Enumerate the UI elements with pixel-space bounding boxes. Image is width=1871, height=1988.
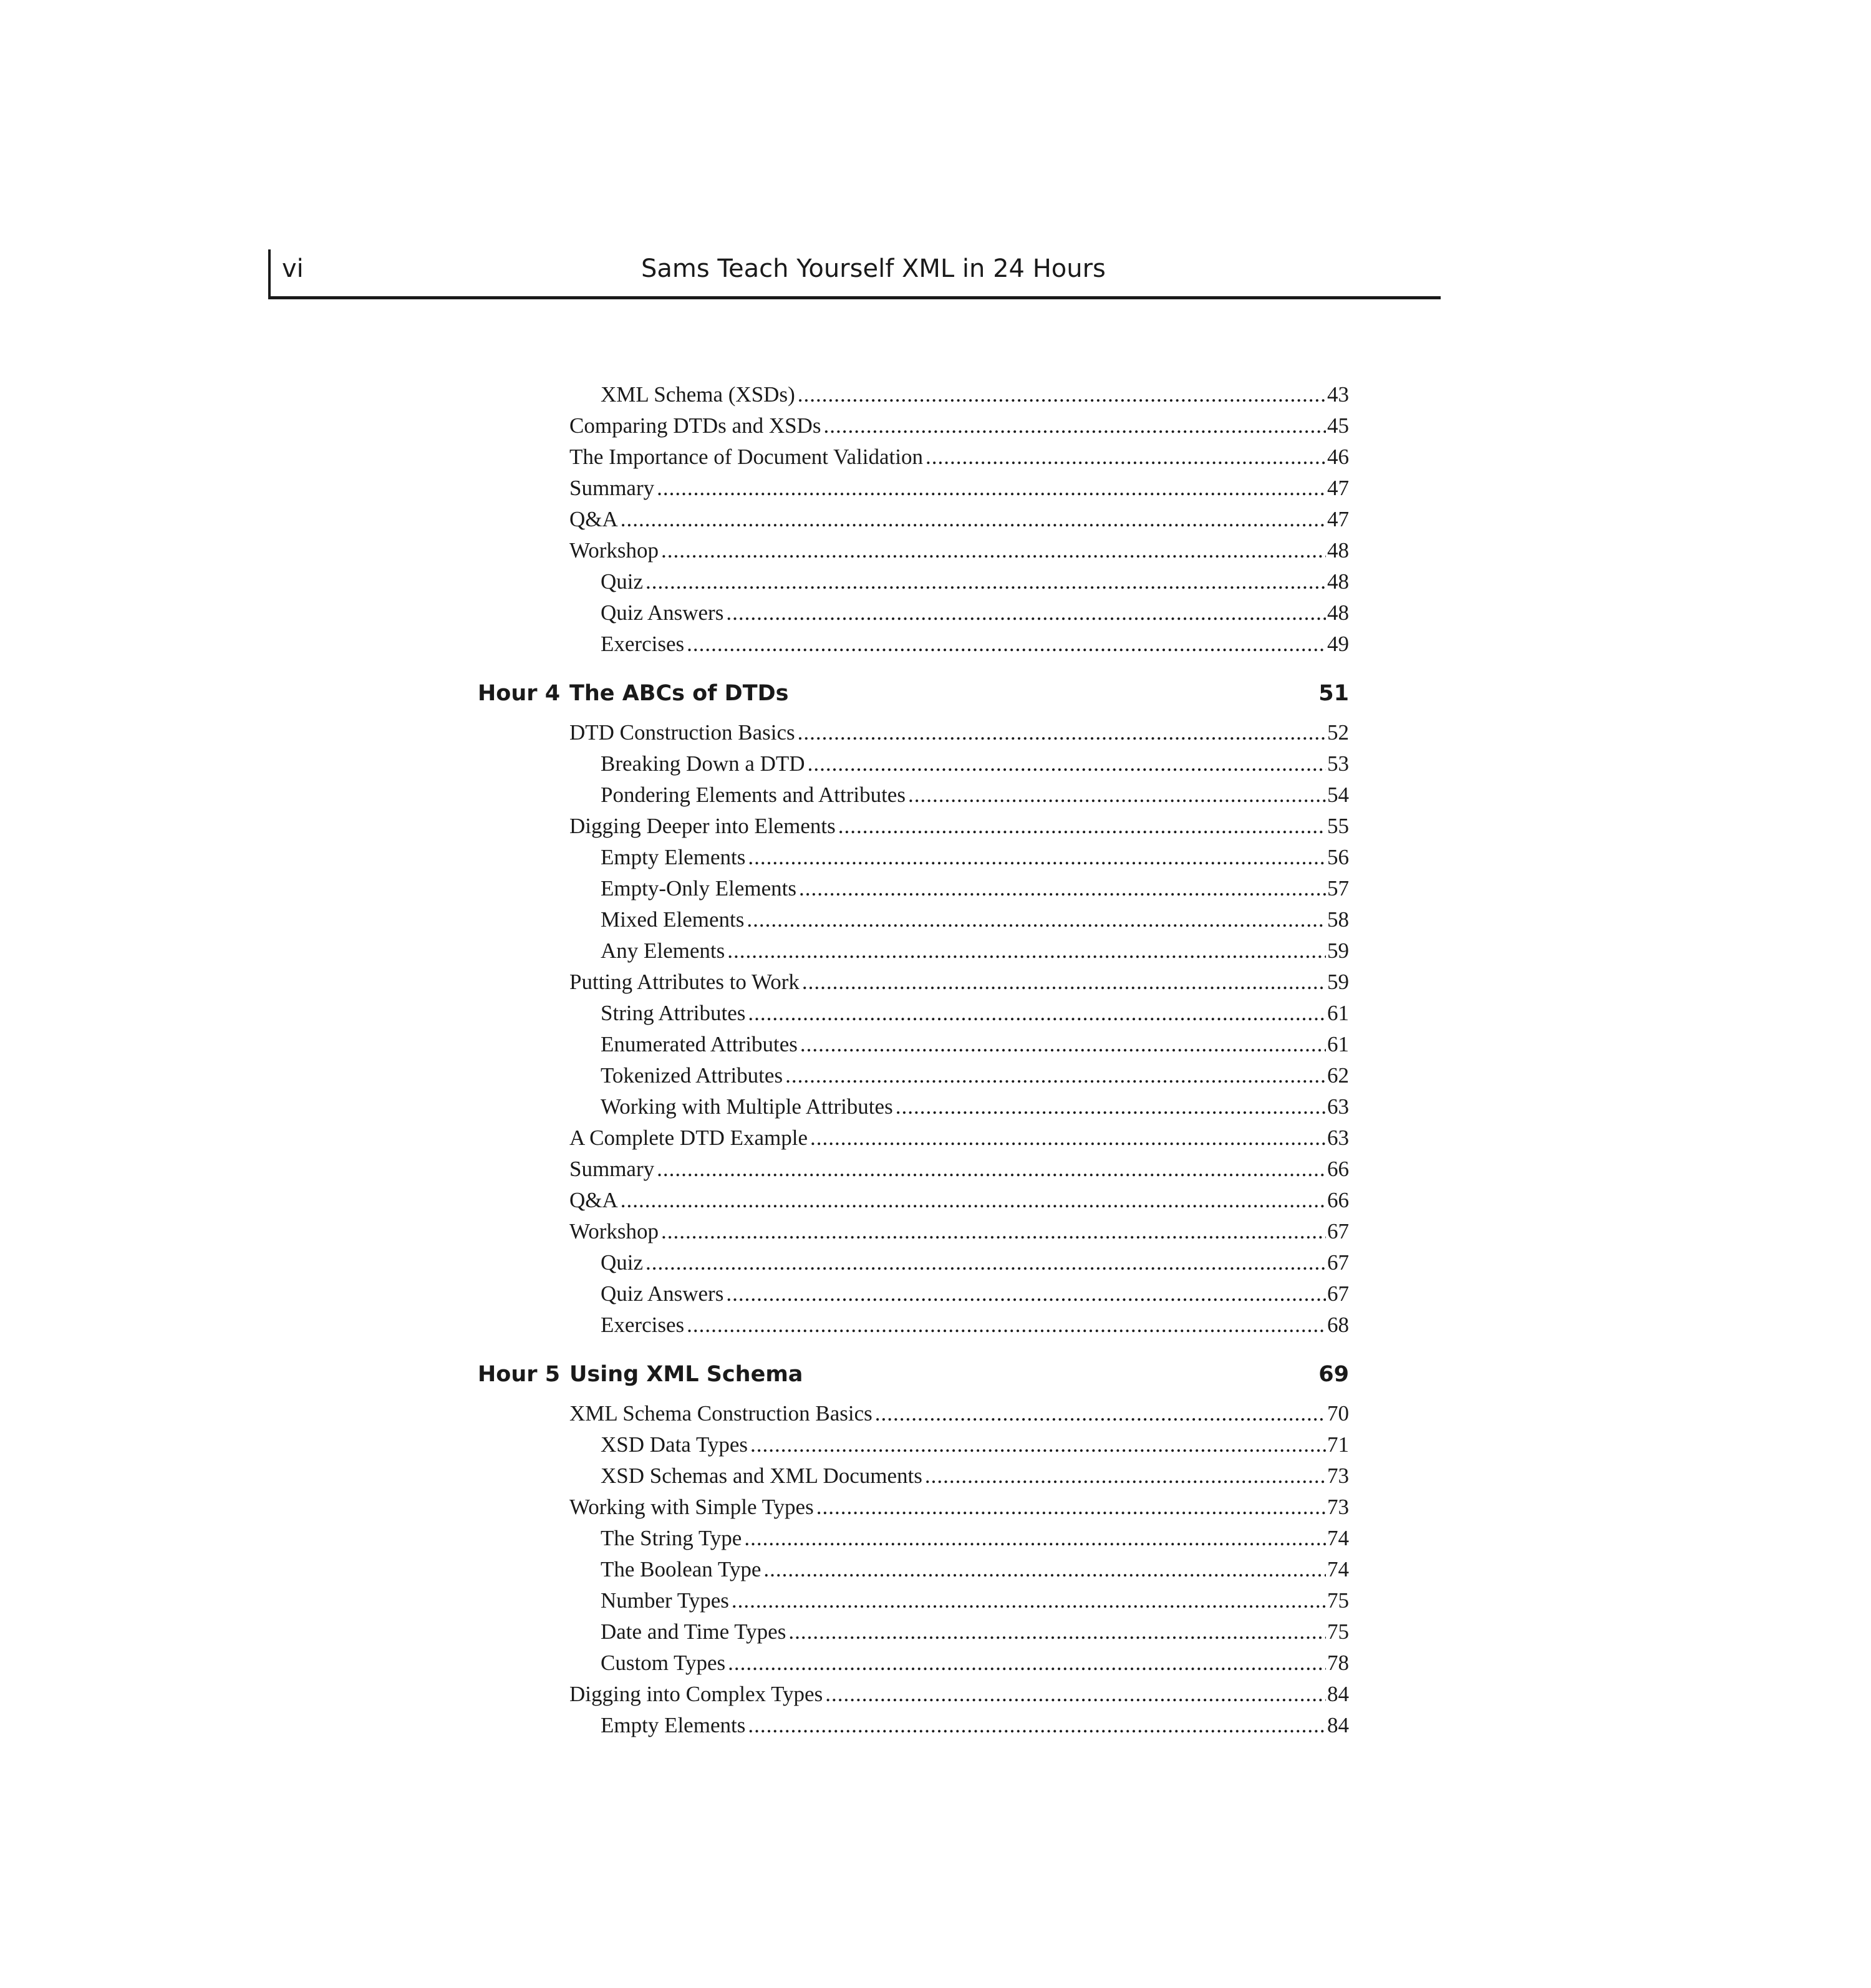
hour-title: The ABCs of DTDs: [569, 681, 789, 706]
dot-leader: [728, 1648, 1326, 1679]
dot-leader: [896, 1091, 1326, 1122]
page-header: [268, 249, 1441, 299]
dot-leader: [808, 748, 1326, 779]
toc-entry[interactable]: [569, 1679, 1349, 1710]
toc-entry-title: Q&A: [569, 507, 618, 531]
toc-entry[interactable]: [601, 1247, 1349, 1278]
toc-entry[interactable]: [569, 442, 1349, 473]
dot-leader: [926, 442, 1326, 473]
dot-leader: [816, 1492, 1326, 1523]
toc-entry[interactable]: [569, 504, 1349, 535]
dot-leader: [802, 967, 1326, 998]
page-number: vi: [282, 254, 304, 283]
dot-leader: [744, 1523, 1326, 1554]
toc-entry-title: Workshop: [569, 1219, 659, 1243]
toc-entry-title: Empty-Only Elements: [601, 876, 796, 900]
toc-entry[interactable]: [601, 998, 1349, 1029]
toc-entry-page: 61: [1327, 1032, 1349, 1056]
toc-entry-page: 48: [1327, 601, 1349, 625]
dot-leader: [748, 842, 1326, 873]
dot-leader: [748, 1710, 1326, 1741]
toc-entry[interactable]: [601, 1616, 1349, 1648]
toc-entry[interactable]: [601, 1523, 1349, 1554]
dot-leader: [798, 379, 1326, 410]
toc-entry[interactable]: [569, 473, 1349, 504]
dot-leader: [838, 811, 1326, 842]
toc-entry[interactable]: [569, 410, 1349, 442]
toc-entry-title: Comparing DTDs and XSDs: [569, 413, 821, 438]
toc-entry-page: 52: [1327, 720, 1349, 745]
toc-entry-page: 75: [1327, 1588, 1349, 1613]
dot-leader: [908, 779, 1326, 811]
toc-entry-title: Digging into Complex Types: [569, 1682, 823, 1706]
toc-entry[interactable]: [569, 1398, 1349, 1429]
toc-entry-title: Quiz Answers: [601, 1281, 724, 1306]
toc-entry[interactable]: [601, 779, 1349, 811]
toc-entry-title: Empty Elements: [601, 1713, 746, 1737]
toc-entry-page: 47: [1327, 476, 1349, 500]
dot-leader: [747, 904, 1326, 935]
dot-leader: [875, 1398, 1326, 1429]
toc-entry[interactable]: [601, 1460, 1349, 1492]
dot-leader: [788, 1616, 1326, 1648]
toc-entry-title: The Importance of Document Validation: [569, 445, 923, 469]
toc-entry-page: 84: [1327, 1682, 1349, 1706]
toc-entry-page: 47: [1327, 507, 1349, 531]
toc-entry-title: Summary: [569, 476, 655, 500]
toc-entry[interactable]: [601, 748, 1349, 779]
hour-page: 51: [1318, 681, 1349, 706]
toc-entry[interactable]: [569, 1216, 1349, 1247]
toc-entry[interactable]: [601, 1029, 1349, 1060]
toc-entry[interactable]: [601, 904, 1349, 935]
toc-entry[interactable]: [601, 873, 1349, 904]
toc-entry-page: 73: [1327, 1464, 1349, 1488]
dot-leader: [750, 1429, 1326, 1460]
toc-entry-page: 58: [1327, 907, 1349, 932]
toc-entry-page: 46: [1327, 445, 1349, 469]
dot-leader: [748, 998, 1326, 1029]
toc-entry-title: Tokenized Attributes: [601, 1063, 783, 1088]
toc-entry-title: Empty Elements: [601, 845, 746, 869]
toc-entry-page: 68: [1327, 1313, 1349, 1337]
toc-entry[interactable]: [569, 717, 1349, 748]
toc-entry[interactable]: [601, 1429, 1349, 1460]
toc-entry-title: The String Type: [601, 1526, 742, 1550]
dot-leader: [657, 473, 1326, 504]
toc-entry[interactable]: [569, 1154, 1349, 1185]
toc-entry-page: 78: [1327, 1651, 1349, 1675]
toc-entry[interactable]: [569, 1185, 1349, 1216]
toc-entry-page: 70: [1327, 1401, 1349, 1426]
dot-leader: [810, 1122, 1326, 1154]
toc-entry-title: Working with Multiple Attributes: [601, 1094, 893, 1119]
toc-entry-page: 48: [1327, 569, 1349, 594]
toc-entry-title: Exercises: [601, 1313, 685, 1337]
toc-entry[interactable]: [601, 379, 1349, 410]
book-title: Sams Teach Yourself XML in 24 Hours: [641, 254, 1106, 283]
hour-heading-4[interactable]: [474, 676, 1349, 711]
dot-leader: [925, 1460, 1326, 1492]
toc-entry-title: Putting Attributes to Work: [569, 970, 800, 994]
hour-heading-5[interactable]: [474, 1357, 1349, 1392]
toc-entry-page: 67: [1327, 1250, 1349, 1275]
dot-leader: [657, 1154, 1326, 1185]
toc-entry-title: Quiz: [601, 1250, 644, 1275]
toc-entry[interactable]: [601, 1648, 1349, 1679]
dot-leader: [825, 1679, 1326, 1710]
dot-leader: [763, 1554, 1326, 1585]
toc-entry-page: 57: [1327, 876, 1349, 900]
hour-page: 69: [1318, 1362, 1349, 1387]
hour-label: Hour 4: [478, 681, 561, 706]
toc-entry-page: 48: [1327, 538, 1349, 562]
toc-entry-title: Summary: [569, 1157, 655, 1181]
toc-entry[interactable]: [601, 842, 1349, 873]
toc-entry[interactable]: [601, 935, 1349, 967]
dot-leader: [726, 1278, 1326, 1310]
toc-entry[interactable]: [601, 1554, 1349, 1585]
dot-leader: [645, 1247, 1326, 1278]
toc-entry[interactable]: [601, 597, 1349, 629]
toc-entry-page: 74: [1327, 1557, 1349, 1581]
toc-entry-page: 62: [1327, 1063, 1349, 1088]
toc-entry-page: 67: [1327, 1219, 1349, 1243]
toc-entry-title: Quiz: [601, 569, 644, 594]
toc-entry-title: Quiz Answers: [601, 601, 724, 625]
toc-entry[interactable]: [601, 1091, 1349, 1122]
toc-entry[interactable]: [601, 629, 1349, 660]
toc-entry-title: Any Elements: [601, 939, 725, 963]
dot-leader: [645, 566, 1326, 597]
dot-leader: [726, 597, 1326, 629]
toc-entry-page: 84: [1327, 1713, 1349, 1737]
toc-entry-title: XSD Schemas and XML Documents: [601, 1464, 922, 1488]
toc-entry[interactable]: [601, 566, 1349, 597]
toc-entry-page: 49: [1327, 632, 1349, 656]
toc-entry-page: 59: [1327, 970, 1349, 994]
dot-leader: [800, 1029, 1326, 1060]
toc-entry-title: XML Schema (XSDs): [601, 382, 795, 407]
toc-entry-title: Enumerated Attributes: [601, 1032, 798, 1056]
hour-title: Using XML Schema: [569, 1362, 803, 1387]
toc-entry-page: 43: [1327, 382, 1349, 407]
toc-entry-page: 56: [1327, 845, 1349, 869]
dot-leader: [799, 873, 1326, 904]
toc-entry[interactable]: [569, 1122, 1349, 1154]
toc-entry-title: Exercises: [601, 632, 685, 656]
toc-entry-title: XML Schema Construction Basics: [569, 1401, 873, 1426]
toc-entry-page: 75: [1327, 1619, 1349, 1644]
dot-leader: [732, 1585, 1326, 1616]
toc-entry[interactable]: [601, 1310, 1349, 1341]
toc-entry-page: 74: [1327, 1526, 1349, 1550]
toc-entry-title: DTD Construction Basics: [569, 720, 795, 745]
toc-entry-page: 61: [1327, 1001, 1349, 1025]
dot-leader: [727, 935, 1326, 967]
dot-leader: [687, 629, 1326, 660]
toc-entry-page: 45: [1327, 413, 1349, 438]
toc-entry-title: String Attributes: [601, 1001, 746, 1025]
toc-entry-page: 54: [1327, 783, 1349, 807]
dot-leader: [687, 1310, 1326, 1341]
toc-entry-page: 55: [1327, 814, 1349, 838]
toc-entry-title: Custom Types: [601, 1651, 726, 1675]
toc-entry-title: Date and Time Types: [601, 1619, 786, 1644]
toc-entry[interactable]: [569, 535, 1349, 566]
toc-entry-title: Digging Deeper into Elements: [569, 814, 836, 838]
toc-entry-title: Working with Simple Types: [569, 1495, 814, 1519]
toc-entry[interactable]: [569, 811, 1349, 842]
toc-entry-title: Workshop: [569, 538, 659, 562]
toc-entry-title: Pondering Elements and Attributes: [601, 783, 906, 807]
toc-entry-page: 66: [1327, 1157, 1349, 1181]
toc-entry-page: 73: [1327, 1495, 1349, 1519]
dot-leader: [621, 1185, 1326, 1216]
toc-entry[interactable]: [601, 1060, 1349, 1091]
toc-entry-page: 53: [1327, 751, 1349, 776]
toc-entry-title: Q&A: [569, 1188, 618, 1212]
toc-entry-page: 66: [1327, 1188, 1349, 1212]
toc-entry[interactable]: [601, 1710, 1349, 1741]
dot-leader: [621, 504, 1326, 535]
hour-label: Hour 5: [478, 1362, 561, 1387]
toc-entry-page: 63: [1327, 1094, 1349, 1119]
dot-leader: [661, 1216, 1326, 1247]
toc-entry-title: A Complete DTD Example: [569, 1126, 808, 1150]
dot-leader: [823, 410, 1326, 442]
toc-entry[interactable]: [601, 1585, 1349, 1616]
toc-entry-title: The Boolean Type: [601, 1557, 761, 1581]
toc-entry-title: Mixed Elements: [601, 907, 745, 932]
toc-entry[interactable]: [601, 1278, 1349, 1310]
toc-entry[interactable]: [569, 1492, 1349, 1523]
dot-leader: [798, 717, 1326, 748]
toc-entry-page: 63: [1327, 1126, 1349, 1150]
toc-entry-page: 59: [1327, 939, 1349, 963]
dot-leader: [661, 535, 1326, 566]
toc-entry-page: 71: [1327, 1432, 1349, 1457]
dot-leader: [785, 1060, 1326, 1091]
toc-entry-title: Number Types: [601, 1588, 729, 1613]
toc-entry-title: Breaking Down a DTD: [601, 751, 805, 776]
toc-entry-page: 67: [1327, 1281, 1349, 1306]
toc-entry-title: XSD Data Types: [601, 1432, 748, 1457]
toc-entry[interactable]: [569, 967, 1349, 998]
